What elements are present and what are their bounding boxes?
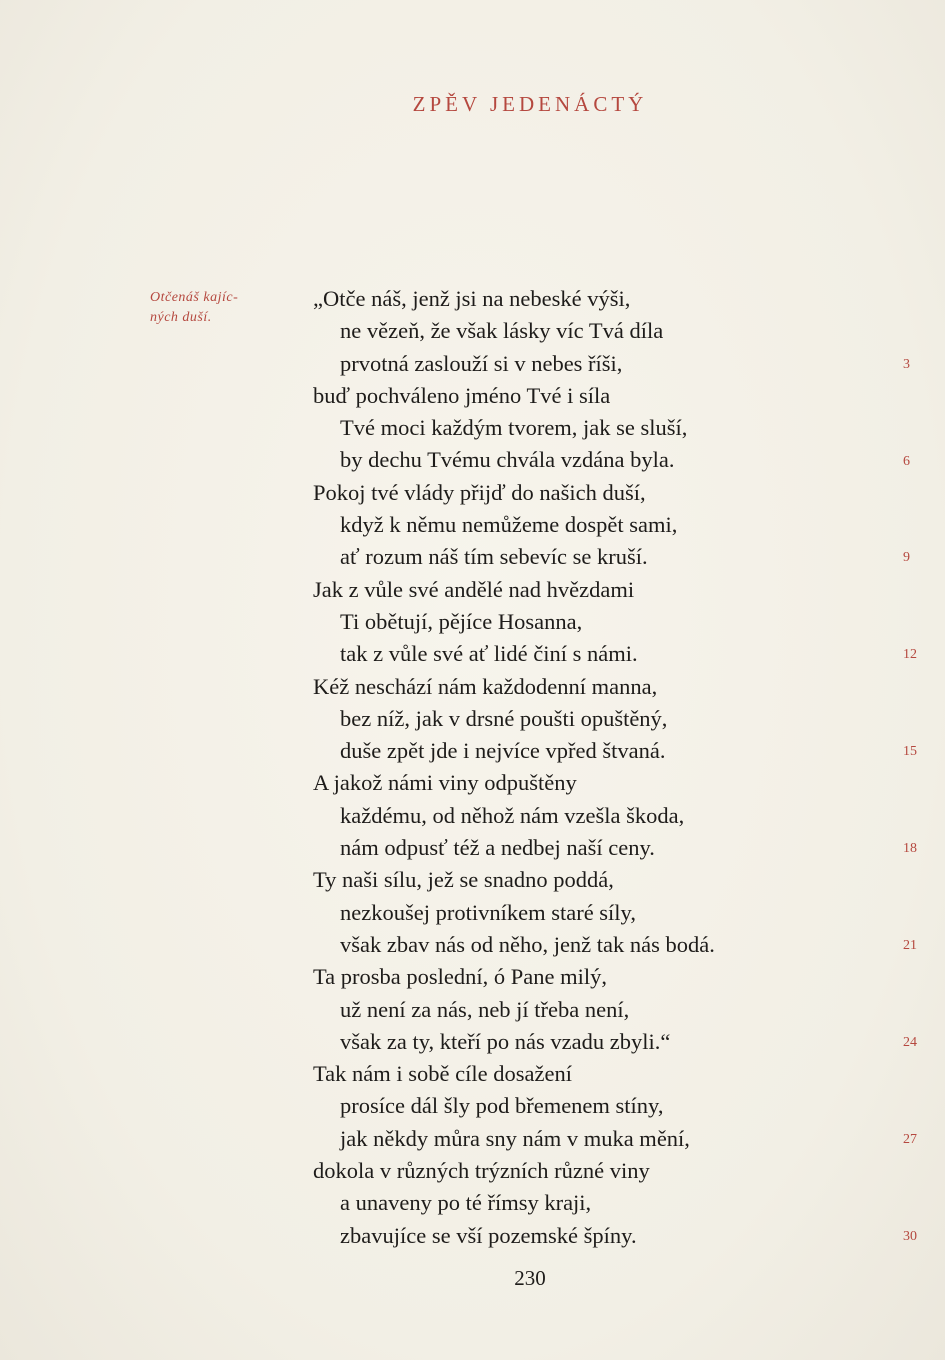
line-number: 15 <box>903 744 917 760</box>
verse-line: však za ty, kteří po nás vzadu zbyli.“ <box>340 1028 671 1054</box>
marginal-note <box>150 288 270 328</box>
verse-line: nám odpusť též a nedbej naší ceny. <box>340 835 655 861</box>
verse-line: Tak nám i sobě cíle dosažení <box>313 1061 572 1087</box>
line-number: 3 <box>903 356 910 372</box>
verse-line: tak z vůle své ať lidé činí s námi. <box>340 641 638 667</box>
verse-line: Ty naši sílu, jež se snadno poddá, <box>313 867 614 893</box>
verse-line: a unaveny po té římsy kraji, <box>340 1190 592 1216</box>
verse-line: ať rozum náš tím sebevíc se kruší. <box>340 544 648 570</box>
verse-line: dokola v různých trýzních různé viny <box>313 1158 650 1184</box>
verse-line: když k němu nemůžeme dospět sami, <box>340 512 678 538</box>
line-number: 6 <box>903 453 910 469</box>
verse-line: však zbav nás od něho, jenž tak nás bodá. <box>340 931 715 957</box>
verse-line: Tvé moci každým tvorem, jak se sluší, <box>340 415 688 441</box>
verse-line: každému, od něhož nám vzešla škoda, <box>340 802 685 828</box>
verse-line: jak někdy můra sny nám v muka mění, <box>340 1125 690 1151</box>
verse-line: A jakož námi viny odpuštěny <box>313 770 577 796</box>
line-number: 30 <box>903 1228 917 1244</box>
verse-line: ne vězeň, že však lásky víc Tvá díla <box>340 318 664 344</box>
verse-line: buď pochváleno jméno Tvé i síla <box>313 382 611 408</box>
verse-line: by dechu Tvému chvála vzdána byla. <box>340 447 675 473</box>
verse-line: prosíce dál šly pod břemenem stíny, <box>340 1093 664 1119</box>
verse-line: bez níž, jak v drsné poušti opuštěný, <box>340 705 668 731</box>
verse-block <box>313 283 833 1252</box>
verse-line: Jak z vůle své andělé nad hvězdami <box>313 576 635 602</box>
verse-line: Kéž neschází nám každodenní manna, <box>313 673 658 699</box>
verse-line: „Otče náš, jenž jsi na nebeské výši, <box>313 286 631 311</box>
verse-line: už není za nás, neb jí třeba není, <box>340 996 630 1022</box>
verse-line: Pokoj tvé vlády přijď do našich duší, <box>313 479 646 505</box>
page-number: 230 <box>514 1266 546 1290</box>
line-number: 21 <box>903 938 917 953</box>
marginal-note-line: ných duší. <box>150 310 212 325</box>
verse-line: Ti obětují, pějíce Hosanna, <box>340 608 583 634</box>
line-number: 18 <box>903 841 917 857</box>
chapter-title: ZPĚV JEDENÁCTÝ <box>412 92 648 116</box>
marginal-note-line: Otčenáš kajíc- <box>150 290 239 305</box>
line-number: 12 <box>903 647 917 663</box>
verse-line: nezkoušej protivníkem staré síly, <box>340 899 636 925</box>
line-number: 24 <box>903 1034 917 1050</box>
verse-line: duše zpět jde i nejvíce vpřed štvaná. <box>340 738 666 764</box>
verse-line: Ta prosba poslední, ó Pane milý, <box>313 964 608 990</box>
verse-line: prvotná zaslouží si v nebes říši, <box>340 350 623 376</box>
line-number: 9 <box>903 550 910 566</box>
line-number: 27 <box>903 1131 917 1147</box>
verse-line: zbavujíce se vší pozemské špíny. <box>340 1222 637 1248</box>
